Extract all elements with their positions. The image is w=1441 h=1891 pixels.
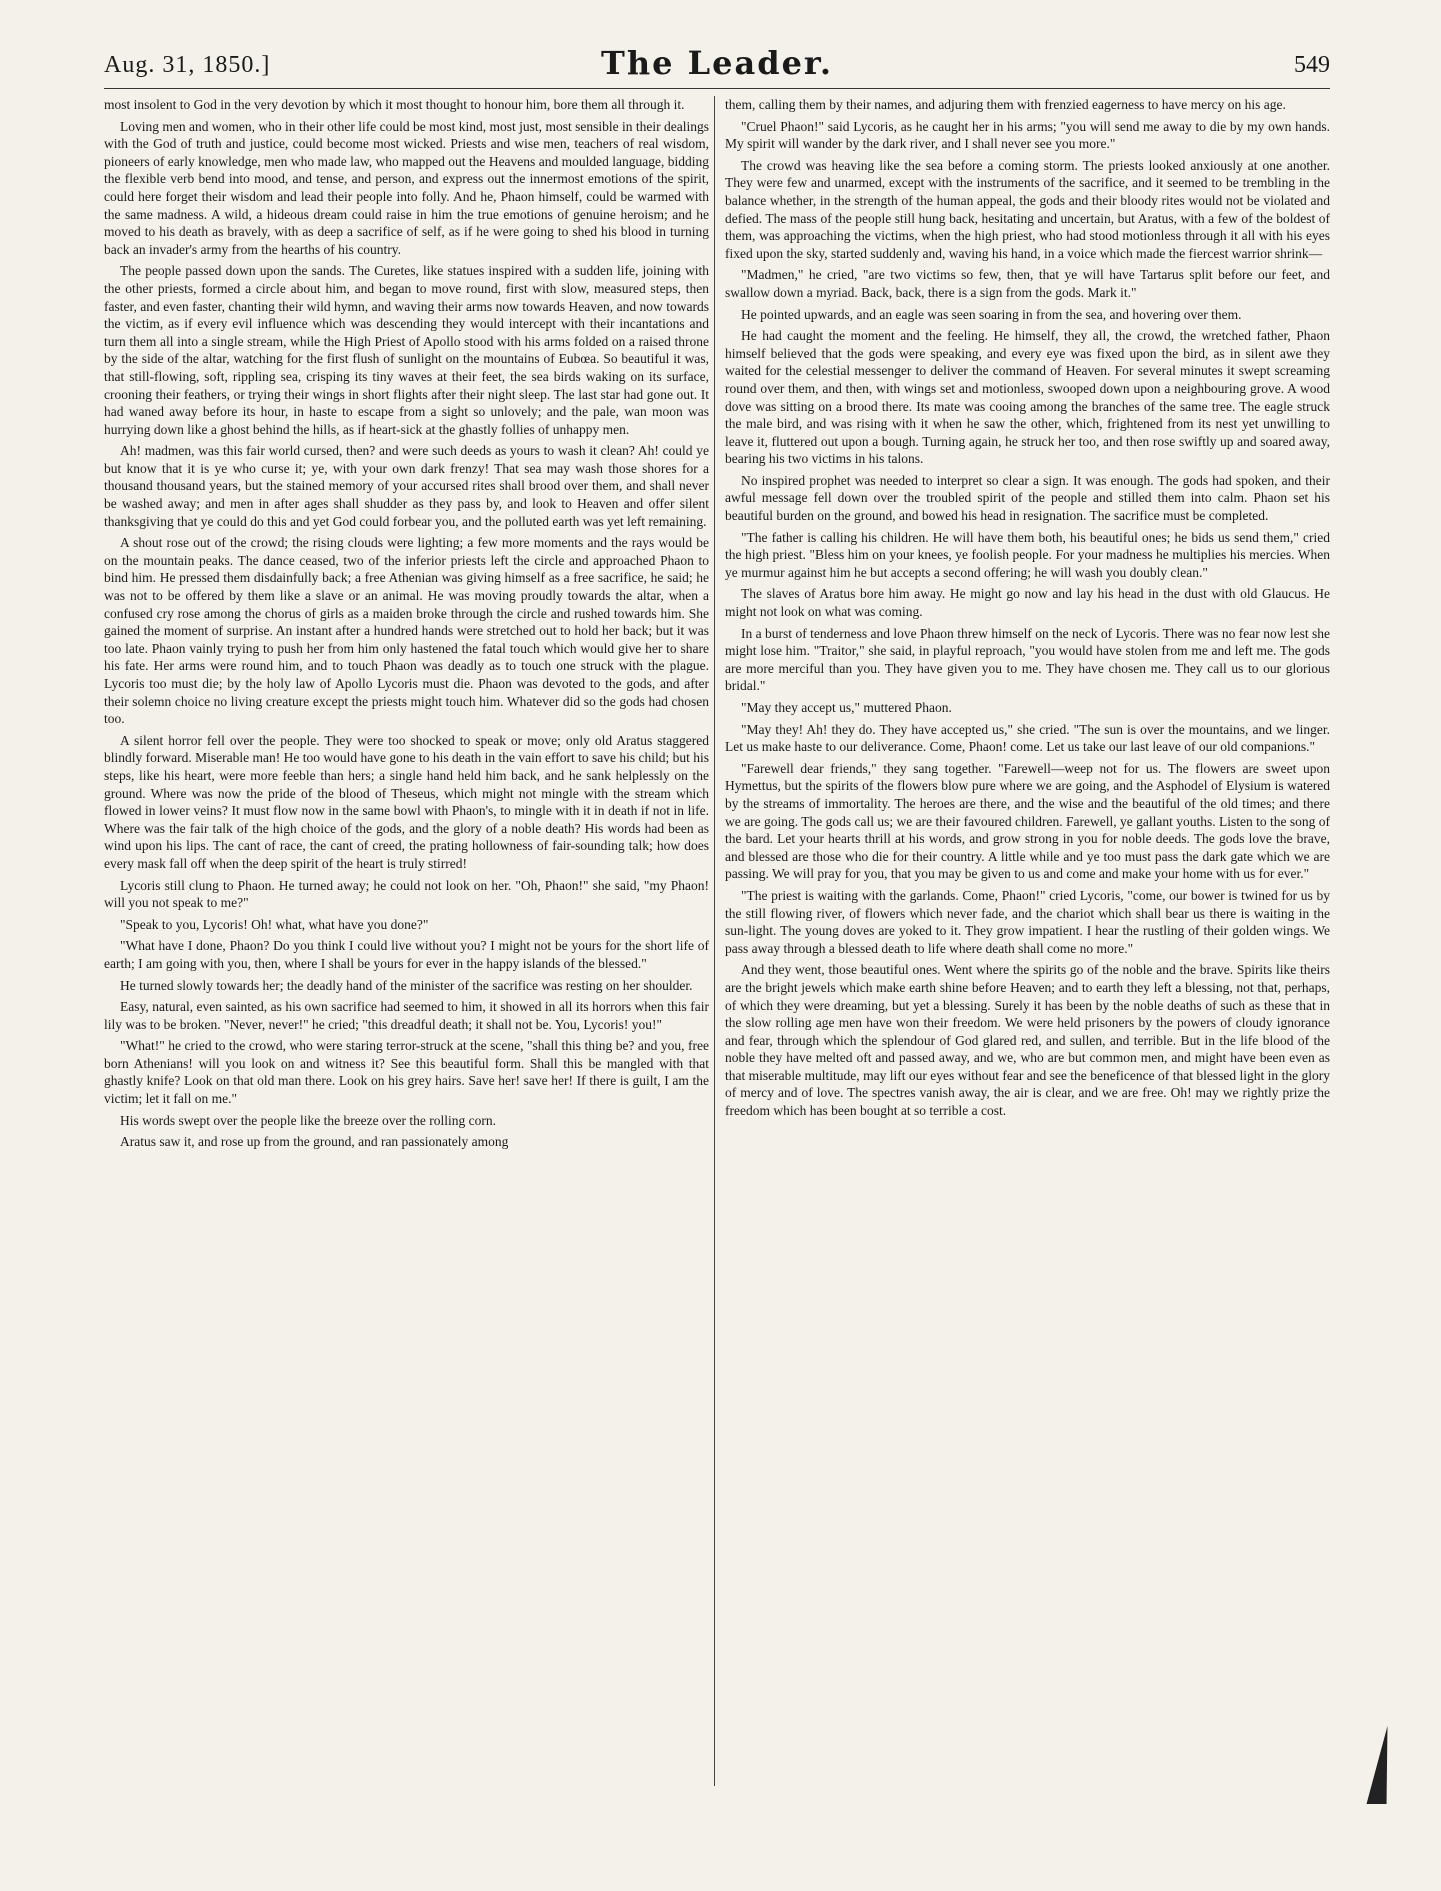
- paragraph: Loving men and women, who in their other life could be most kind, most just, most sensible in their dealings with the God of truth and justice, could become most wicked. Priests and wise men, teachers of real wisdom, pioneers of early knowledge, men who made law, who mapped out the Heavens and moulded language, bidding the flexible verb bend into mood, and tense, and person, and express out the innermost emotions of the spirit, could here forget their wisdom and lead their people into folly. And he, Phaon himself, could be warmed with the same madness. A wild, a hideous dream could raise in him the true emotions of genuine heroism; and he moved to his death as bravely, with as deep a sacrifice of self, as if he were going to shed his blood in turning back an invader's army from the hearths of his country.: [104, 118, 709, 257]
- paragraph: "Speak to you, Lycoris! Oh! what, what have you done?": [120, 916, 429, 932]
- paragraph: "The priest is waiting with the garlands. Come, Phaon!" cried Lycoris, "come, our bower is twined for us by the still flowing river, of flowers which never fade, and the chariot which shall bear us there is waiting in the sun-light. The young doves are yoked to it. They grow impatient. I hear the rustling of their golden wings. We pass away through a blessed death to life where death shall come no more.": [725, 887, 1330, 956]
- header-rule: [104, 88, 1330, 89]
- paragraph: In a burst of tenderness and love Phaon threw himself on the neck of Lycoris. There was no fear now lest she might lose him. "Traitor," she said, in playful reproach, "you would have stolen from me and left me. The gods are more merciful than you. They have given you to me. They have chosen me. They call us to our glorious bridal.": [725, 625, 1330, 694]
- paragraph: A shout rose out of the crowd; the rising clouds were lighting; a few more moments and the rays would be on the mountain peaks. The dance ceased, two of the inferior priests left the circle and approached Phaon to bind him. He pressed them disdainfully back; a free Athenian was giving himself as a free sacrifice, he said; he was not to be offered by them like a slave or an animal. He was moving proudly towards the altar, when a confused cry rose among the chorus of girls as a maiden broke through the circle and rushed towards him. She gained the moment of surprise. An instant after a hundred hands were stretched out to hold her back; but it was too late. Phaon vainly trying to push her from him only hastened the fatal touch which would give her to share his fate. Her arms were round him, and to touch Phaon was deadly as to touch one struck with the plague. Lycoris too must die; by the holy law of Apollo Lycoris must die. Phaon was devoted to the gods, and after their solemn choice no living creature except the priests might touch him. Whatever did so the gods had chosen too.: [104, 535, 709, 727]
- paragraph: "May they! Ah! they do. They have accepted us," she cried. "The sun is over the mountains, and we linger. Let us make haste to our deliverance. Come, Phaon! come. Let us take our last leave of our old companions.": [725, 721, 1330, 755]
- paragraph: The slaves of Aratus bore him away. He might go now and lay his head in the dust with old Glaucus. He might not look on what was coming.: [725, 586, 1330, 620]
- page-header: [104, 44, 1330, 84]
- paragraph: He turned slowly towards her; the deadly hand of the minister of the sacrifice was resting on her shoulder.: [120, 977, 693, 993]
- paragraph: most insolent to God in the very devotion by which it most thought to honour him, bore them all through it.: [104, 97, 685, 112]
- paragraph: "Cruel Phaon!" said Lycoris, as he caught her in his arms; "you will send me away to die by my own hands. My spirit will wander by the dark river, and I shall never see you more.": [725, 118, 1330, 152]
- column-divider: [714, 96, 715, 1786]
- paragraph: "Farewell dear friends," they sang together. "Farewell—weep not for us. The flowers are sweet upon Hymettus, but the spirits of the flowers blow pure where we are going, and the Asphodel of Elysium is watered by the streams of immortality. The heroes are there, and the wise and the beautiful of the old times; and there we are going. The gods call us; we are their favoured children. Farewell, ye gallant youths. Listen to the song of the bard. Let your hearts thrill at his words, and grow strong in you for noble deeds. The gods love the brave, and blessed are those who die for their country. A little while and ye too must pass the dark gate which we are passing. We will pray for you, that you may be given to us and come and make your home with us for ever.": [725, 760, 1330, 882]
- paragraph: Easy, natural, even sainted, as his own sacrifice had seemed to him, it showed in all its horrors when this fair lily was to be broken. "Never, never!" he cried; "this dreadful death; it shall not be. You, Lycoris! you!": [104, 999, 709, 1032]
- paragraph: Lycoris still clung to Phaon. He turned away; he could not look on her. "Oh, Phaon!" she said, "my Phaon! will you not speak to me?": [104, 877, 709, 911]
- paragraph: No inspired prophet was needed to interpret so clear a sign. It was enough. The gods had spoken, and their awful message fell down over the troubled spirit of the people and stilled them into calm. Phaon set his beautiful burden on the ground, and bowed his head in resignation. The sacrifice must be completed.: [725, 472, 1330, 524]
- paragraph: And they went, those beautiful ones. Went where the spirits go of the noble and the brave. Spirits like theirs are the bright jewels which make earth shine before Heaven; and to earth they left a blessing, not that, perhaps, of which they were dreaming, but yet a blessing. Surely it has been by the noble deaths of such as these that in the slow rolling age men have won their freedom. We were held prisoners by the powers of cloudy ignorance and fear, through which the splendour of God glared red, and sullen, and terrible. But in the life blood of the noble they have melted oft and passed away, and we, who are but common men, and might have been even as that miserable multitude, may lift our eyes without fear and see the beneficence of that blessed light in the glory of mercy and of love. The spectres vanish away, the air is clear, and we are free. Oh! may we rightly prize the freedom which has been bought at so terrible a cost.: [725, 962, 1330, 1119]
- paragraph: "What have I done, Phaon? Do you think I could live without you? I might not be yours for the short life of earth; I am going with you, then, where I shall be yours for ever in the happy islands of the blessed.": [104, 938, 709, 971]
- paragraph: "What!" he cried to the crowd, who were staring terror-struck at the scene, "shall this thing be? and you, free born Athenians! will you look on and witness it? See this beautiful form. Shall this be mangled with that ghastly knife? Look on that old man there. Look on his grey hairs. Save her! save her! If there is guilt, I am the victim; let it fall on me.": [104, 1038, 709, 1107]
- paragraph: them, calling them by their names, and adjuring them with frenzied eagerness to have mercy on his age.: [725, 97, 1286, 112]
- right-column: [725, 96, 1330, 1796]
- paragraph: "The father is calling his children. He will have them both, his beautiful ones; he bids us send them," cried the high priest. "Bless him on your knees, ye foolish people. For your madness he multiplies his mercies. When ye murmur against him he but accepts a second offering; he will wash you doubly clean.": [725, 529, 1330, 580]
- paragraph: His words swept over the people like the breeze over the rolling corn.: [120, 1112, 497, 1128]
- paragraph: He had caught the moment and the feeling. He himself, they all, the crowd, the wretched father, Phaon himself believed that the gods were speaking, and every eye was fixed upon the bird, as in silent awe they waited for the celestial messenger to deliver the command of Heaven. For several minutes it swept screaming round over them, and then, with wings set and motionless, swooped down upon a neighbouring grove. A wood dove was sitting on a brood there. Its mate was cooing among the branches of the same tree. The eagle struck the male bird, and was rising with it when he saw the other, which, frightened from its nest yet unwilling to leave it, fluttered out upon a bough. Turning again, he struck her too, and then rose swiftly up and soared away, bearing his two victims in his talons.: [725, 328, 1330, 467]
- page-corner-mark: [1367, 1726, 1398, 1804]
- left-column: [104, 96, 709, 1796]
- paragraph: "May they accept us," muttered Phaon.: [741, 700, 952, 715]
- paragraph: Ah! madmen, was this fair world cursed, then? and were such deeds as yours to wash it clean? Ah! could ye but know that it is ye who curse it; ye, with your own dark frenzy! That sea may wash those shores for a thousand thousand years, but the stained memory of your accursed rites shall brood over them, and shall never be washed away; and men in after ages shall shudder as they pass by, and look to Heaven and offer silent thanksgiving that ye could do this and yet God could forbear you, and the polluted earth was yet left remaining.: [104, 443, 709, 529]
- paragraph: He pointed upwards, and an eagle was seen soaring in from the sea, and hovering over them.: [741, 306, 1242, 322]
- paragraph: Aratus saw it, and rose up from the ground, and ran passionately among: [120, 1134, 509, 1150]
- paragraph: The people passed down upon the sands. The Curetes, like statues inspired with a sudden life, joining with the other priests, formed a circle about him, and began to move round, first with slow, measured steps, then faster, and even faster, chanting their wild hymn, and waving their arms now towards Heaven, and now towards the victim, as if every evil influence which was descending they would intercept with their incantations and turn them all into a single stream, while the High Priest of Apollo stood with his arms folded on a raised throne by the side of the altar, watching for the first flush of sunlight on the mountains of Eubœa. So beautiful it was, that still-flowing, soft, rippling sea, crisping its tiny waves at their feet, the sea birds waking on its surface, crooning their feathers, or trying their wings in short flights after their night sleep. The last star had gone out. It had waned away before its hour, in haste to escape from a sight so unlovely; and the pale, wan moon was hurrying down like a ghost behind the hills, as if heart-sick at the ghastly follies of unhappy men.: [104, 263, 709, 437]
- page-number: 549: [1294, 52, 1330, 78]
- paragraph: "Madmen," he cried, "are two victims so few, then, that ye will have Tartarus split before our feet, and swallow down a myriad. Back, back, there is a sign from the gods. Mark it.": [725, 267, 1330, 300]
- paragraph: The crowd was heaving like the sea before a coming storm. The priests looked anxiously at one another. They were few and unarmed, except with the instruments of the sacrifice, and it seemed to be trembling in the balance whether, in the strength of the human appeal, the gods and their bloody rites would not be violated and defied. The mass of the people still hung back, hesitating and uncertain, but Aratus, with a few of the boldest of them, was approaching the victims, when the high priest, who had stood motionless through it all with his eyes fixed upon the sky, started suddenly and, waving his hand, in a voice which made the fiercest warrior shrink—: [725, 157, 1330, 261]
- issue-date: Aug. 31, 1850.]: [104, 52, 271, 78]
- paragraph: A silent horror fell over the people. They were too shocked to speak or move; only old Aratus staggered blindly forward. Miserable man! He too would have gone to his death in the vain effort to save his child; but his steps, like his heart, were more feeble than hers; a single hand held him back, and he sank helplessly on the ground. Where was now the pride of the blood of Theseus, which might not mingle with the stream which flowed in lower veins? It must flow now in the same bowl with Phaon's, to mingle with it in death if not in life. Where was the fair talk of the high choice of the gods, and the glory of a noble death? His words had been as wind upon his lips. The cant of race, the cant of creed, the prating hollowness of fair-sounding talk; how does every mask fall off when the deep spirit of the heart is truly stirred!: [104, 732, 709, 871]
- masthead: The Leader.: [601, 44, 833, 82]
